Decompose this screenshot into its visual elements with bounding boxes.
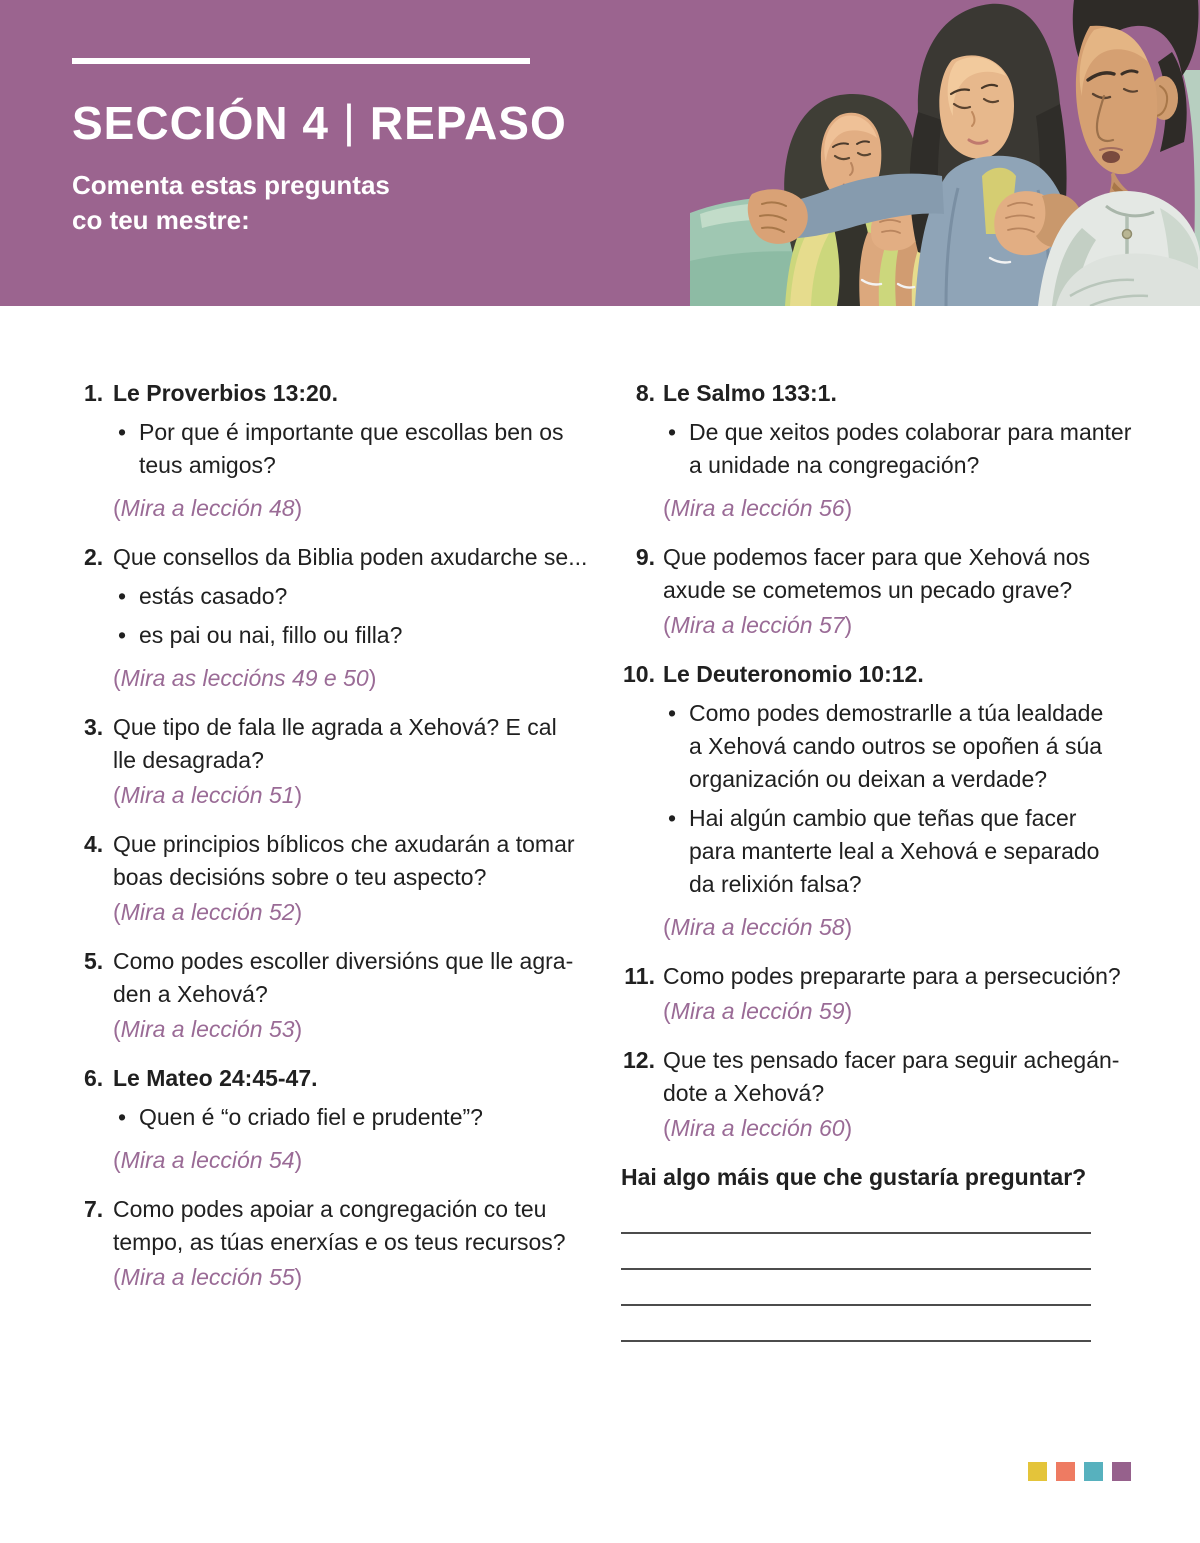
lesson-reference [113,1261,600,1294]
bullet-text-line: Quen é “o criado fiel e prudente”? [139,1104,483,1130]
question-body [113,541,600,695]
reference-paren: ( [113,495,121,521]
bullet-text [689,416,1131,482]
question-item [84,828,600,929]
question-heading: Le Mateo 24:45-47. [113,1065,318,1091]
answer-line[interactable] [621,1306,1091,1342]
question-number: 8. [635,380,655,406]
question-number: 2. [84,544,104,570]
bullet-text [689,802,1099,901]
question-text-line: lle desagrada? [113,747,264,773]
section-title [72,96,567,150]
question-body [113,1193,600,1294]
lesson-reference [113,492,600,525]
bullet-item [663,416,1132,482]
question-text-line: boas decisións sobre o teu aspecto? [113,864,487,890]
question-body [663,541,1126,642]
question-heading: Le Salmo 133:1. [663,380,837,406]
question-text-line: Que principios bíblicos che axudarán a tomar [113,831,575,857]
question-text-line: Que tes pensado facer para seguir achegán- [663,1047,1120,1073]
title-divider: | [342,95,356,147]
answer-line[interactable] [621,1234,1091,1270]
question-item [621,541,1126,642]
reference-paren: ( [113,1016,121,1042]
lesson-reference [113,896,600,929]
answer-line[interactable] [621,1198,1091,1234]
question-body [113,711,600,812]
section-color-marker [1084,1462,1103,1481]
bullet-text-line: organización ou deixan a verdade? [689,766,1048,792]
bullet-item [113,416,600,482]
extra-question-heading: Hai algo máis que che gustaría preguntar? [621,1164,1087,1190]
bullet-text [139,580,287,613]
question-number: 5. [84,948,104,974]
bullet-item [113,580,600,613]
question-text-line: Que consellos da Biblia poden axudarche se... [113,544,588,570]
bullet-item [113,1101,600,1134]
family-praying-illustration [690,0,1200,306]
lesson-reference [663,1112,1126,1145]
subtitle-line: Comenta estas preguntas [72,170,390,200]
section-header-band [0,0,1200,306]
reference-paren: ) [844,495,853,521]
reference-paren: ) [294,1264,303,1290]
question-body [663,1044,1126,1145]
reference-paren: ) [294,899,303,925]
section-color-markers [1028,1462,1131,1481]
question-number: 1. [84,380,104,406]
bullet-text-line: estás casado? [139,583,288,609]
question-item [84,945,600,1046]
bullet-text-line: Hai algún cambio que teñas que facer [689,805,1077,831]
bullet-text-line: para manterte leal a Xehová e separado [689,838,1100,864]
question-text-line: axude se cometemos un pecado grave? [663,577,1073,603]
question-number: 7. [84,1196,104,1222]
reference-paren: ) [368,665,377,691]
question-text-line: Como podes apoiar a congregación co teu [113,1196,547,1222]
question-text-line: Como podes escoller diversións que lle agra- [113,948,574,974]
reference-text: Mira a lección 53 [120,1016,295,1042]
bullet-icon: • [118,622,127,648]
reference-paren: ) [844,612,853,638]
lesson-reference [663,911,1126,944]
lesson-reference [113,1144,600,1177]
question-body [663,377,1132,525]
bullet-icon: • [118,1104,127,1130]
question-text-line: Como podes prepararte para a persecución? [663,963,1121,989]
question-text-line: Que podemos facer para que Xehová nos [663,544,1091,570]
question-item [84,541,600,695]
section-color-marker [1028,1462,1047,1481]
bullet-text-line: es pai ou nai, fillo ou filla? [139,622,403,648]
question-body [663,960,1126,1028]
question-number: 6. [84,1065,104,1091]
lesson-reference [663,995,1126,1028]
reference-text: Mira a lección 56 [670,495,845,521]
lesson-reference [113,779,600,812]
reference-text: Mira as leccións 49 e 50 [120,665,369,691]
question-number: 3. [84,714,104,740]
question-body [113,1062,600,1177]
reference-paren: ( [663,495,671,521]
bullet-item [663,697,1126,796]
reference-paren: ) [294,495,303,521]
reference-paren: ( [663,1115,671,1141]
bullet-text-line: da relixión falsa? [689,871,862,897]
bullet-text-line: a unidade na congregación? [689,452,980,478]
bullet-icon: • [668,805,677,831]
question-text-line: tempo, as túas enerxías e os teus recursos? [113,1229,566,1255]
bullet-icon: • [118,583,127,609]
bullet-icon: • [118,419,127,445]
question-item [621,960,1126,1028]
question-number: 12. [623,1047,655,1073]
reference-paren: ) [844,998,853,1024]
answer-line[interactable] [621,1270,1091,1306]
reference-text: Mira a lección 58 [670,914,845,940]
reference-paren: ( [113,899,121,925]
bullet-text [139,619,402,652]
question-item [84,1062,600,1177]
question-item [84,711,600,812]
question-number: 4. [84,831,104,857]
question-number: 11. [624,963,655,989]
question-item [621,1044,1126,1145]
reference-text: Mira a lección 54 [120,1147,295,1173]
questions-column-right [621,377,1132,1342]
section-title-right: REPASO [369,97,567,149]
question-item [621,658,1126,944]
reference-paren: ) [294,1016,303,1042]
question-body [113,945,600,1046]
reference-text: Mira a lección 51 [120,782,295,808]
section-color-marker [1112,1462,1131,1481]
questions-column-left [84,377,600,1294]
question-heading: Le Proverbios 13:20. [113,380,338,406]
section-color-marker [1056,1462,1075,1481]
bullet-icon: • [668,419,677,445]
header-rule [72,58,530,64]
question-text-line: Que tipo de fala lle agrada a Xehová? E cal [113,714,557,740]
question-item [621,377,1132,525]
question-text-line: den a Xehová? [113,981,268,1007]
section-title-left: SECCIÓN 4 [72,97,329,149]
question-body [113,377,600,525]
reference-text: Mira a lección 55 [120,1264,295,1290]
answer-lines [621,1198,1126,1342]
subtitle-line: co teu mestre: [72,205,250,235]
reference-paren: ) [844,914,853,940]
bullet-text-line: Como podes demostrarlle a túa lealdade [689,700,1104,726]
reference-paren: ( [663,998,671,1024]
reference-paren: ) [294,1147,303,1173]
bullet-item [113,619,600,652]
bullet-text-line: Por que é importante que escollas ben os [139,419,564,445]
reference-paren: ( [113,1147,121,1173]
question-number: 10. [623,661,655,687]
bullet-text-line: teus amigos? [139,452,276,478]
bullet-text [139,1101,483,1134]
section-subtitle [72,168,390,238]
lesson-reference [113,662,600,695]
reference-paren: ) [844,1115,853,1141]
question-item [84,1193,600,1294]
lesson-reference [113,1013,600,1046]
question-item [84,377,600,525]
bullet-icon: • [668,700,677,726]
bullet-text [689,697,1103,796]
question-number: 9. [635,544,655,570]
reference-paren: ( [663,914,671,940]
bullet-text-line: a Xehová cando outros se opoñen á súa [689,733,1103,759]
reference-text: Mira a lección 57 [670,612,845,638]
bullet-text-line: De que xeitos podes colaborar para manter [689,419,1132,445]
bullet-text [139,416,564,482]
reference-paren: ) [294,782,303,808]
reference-paren: ( [113,782,121,808]
reference-text: Mira a lección 60 [670,1115,845,1141]
lesson-reference [663,492,1126,525]
reference-text: Mira a lección 59 [670,998,845,1024]
lesson-reference [663,609,1126,642]
reference-text: Mira a lección 52 [120,899,295,925]
reference-paren: ( [113,1264,121,1290]
reference-paren: ( [113,665,121,691]
question-text-line: dote a Xehová? [663,1080,825,1106]
reference-paren: ( [663,612,671,638]
question-body [663,658,1126,944]
bullet-item [663,802,1126,901]
reference-text: Mira a lección 48 [120,495,295,521]
question-body [113,828,600,929]
question-heading: Le Deuteronomio 10:12. [663,661,924,687]
